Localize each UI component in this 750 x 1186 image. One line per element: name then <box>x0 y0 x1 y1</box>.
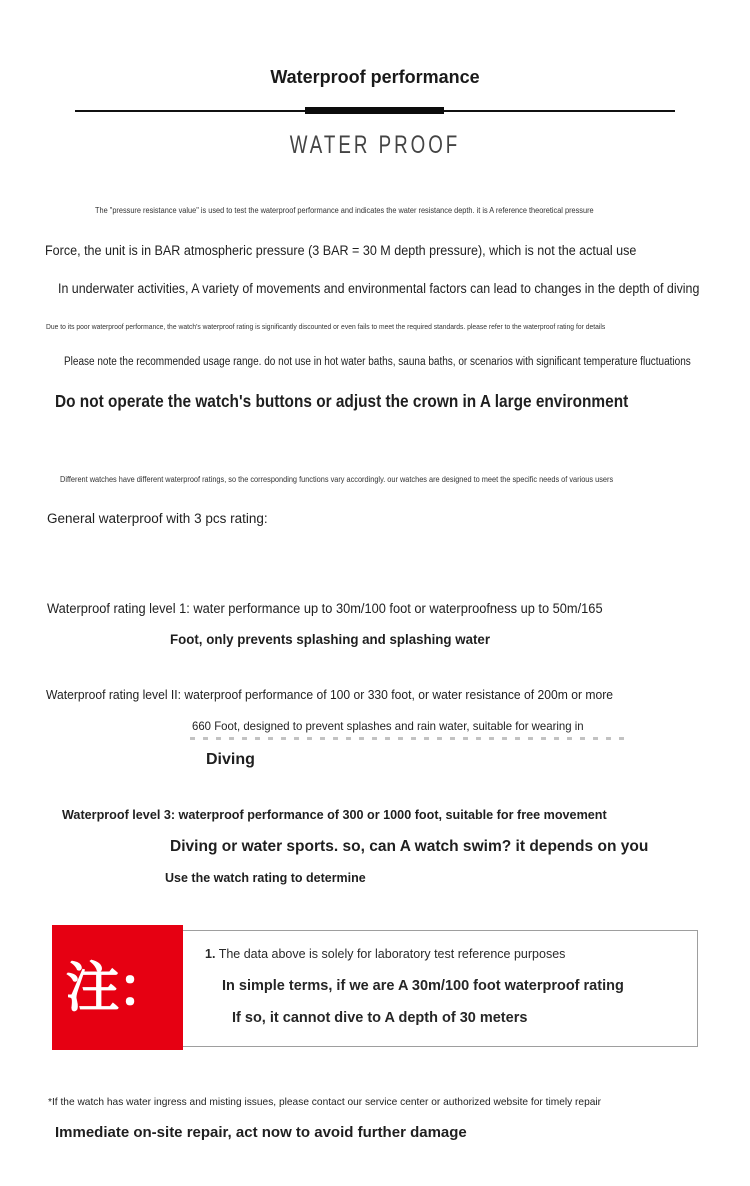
rating-level1-line2: Foot, only prevents splashing and splashing water <box>170 631 491 647</box>
page-title: Waterproof performance <box>270 67 480 87</box>
ratings-heading: General waterproof with 3 pcs rating: <box>47 511 268 526</box>
footer-repair-line: Immediate on-site repair, act now to avoid further damage <box>55 1124 467 1141</box>
note-item-number: 1. <box>205 947 216 961</box>
rating-level2-line3: Diving <box>206 751 255 768</box>
note-marker-label: 注： <box>65 957 170 1018</box>
intro-line-underwater: In underwater activities, A variety of movements and environmental factors can lead to changes in the depth of diving <box>58 281 700 296</box>
rating-level2-line2: 660 Foot, designed to prevent splashes and rain water, suitable for wearing in <box>192 719 584 733</box>
rating-level3-line1: Waterproof level 3: waterproof performance of 300 or 1000 foot, suitable for free movement <box>62 807 607 822</box>
divider-accent-bar <box>305 107 444 114</box>
note-line-2: In simple terms, if we are A 30m/100 foot waterproof rating <box>222 978 624 994</box>
note-item-1 <box>205 947 565 962</box>
intro-line-usage-range: Please note the recommended usage range. do not use in hot water baths, sauna baths, or scenarios with significant temperature fluctuations <box>64 356 691 368</box>
clipped-text-artifact <box>190 737 630 740</box>
intro-note-poor-performance: Due to its poor waterproof performance, the watch's waterproof rating is significantly discounted or even fails to meet the required standards. please refer to the waterproof rating for details <box>46 322 606 331</box>
note-box-red-panel <box>52 925 183 1050</box>
note-line-3: If so, it cannot dive to A depth of 30 meters <box>232 1010 528 1026</box>
intro-line-do-not-operate: Do not operate the watch's buttons or adjust the crown in A large environment <box>55 391 629 411</box>
ratings-note-different-watches: Different watches have different waterproof ratings, so the corresponding functions vary accordingly. our watches are designed to meet the specific needs of various users <box>60 475 614 484</box>
intro-note-pressure-value: The "pressure resistance value" is used to test the waterproof performance and indicates the water resistance depth. it is A reference theoretical pressure <box>95 206 594 215</box>
rating-level1-line1: Waterproof rating level 1: water performance up to 30m/100 foot or waterproofness up to 50m/165 <box>47 601 603 616</box>
rating-level2-line1: Waterproof rating level II: waterproof performance of 100 or 330 foot, or water resistance of 200m or more <box>46 688 614 702</box>
intro-line-force: Force, the unit is in BAR atmospheric pressure (3 BAR = 30 M depth pressure), which is not the actual use <box>45 243 637 258</box>
rating-level3-line3: Use the watch rating to determine <box>165 871 366 885</box>
rating-level3-line2: Diving or water sports. so, can A watch swim? it depends on you <box>170 838 649 855</box>
watermark-subtitle: WATER PROOF <box>289 131 461 159</box>
note-item-text: The data above is solely for laboratory test reference purposes <box>218 947 566 961</box>
footer-service-note: *If the watch has water ingress and misting issues, please contact our service center or authorized website for timely repair <box>48 1096 602 1108</box>
